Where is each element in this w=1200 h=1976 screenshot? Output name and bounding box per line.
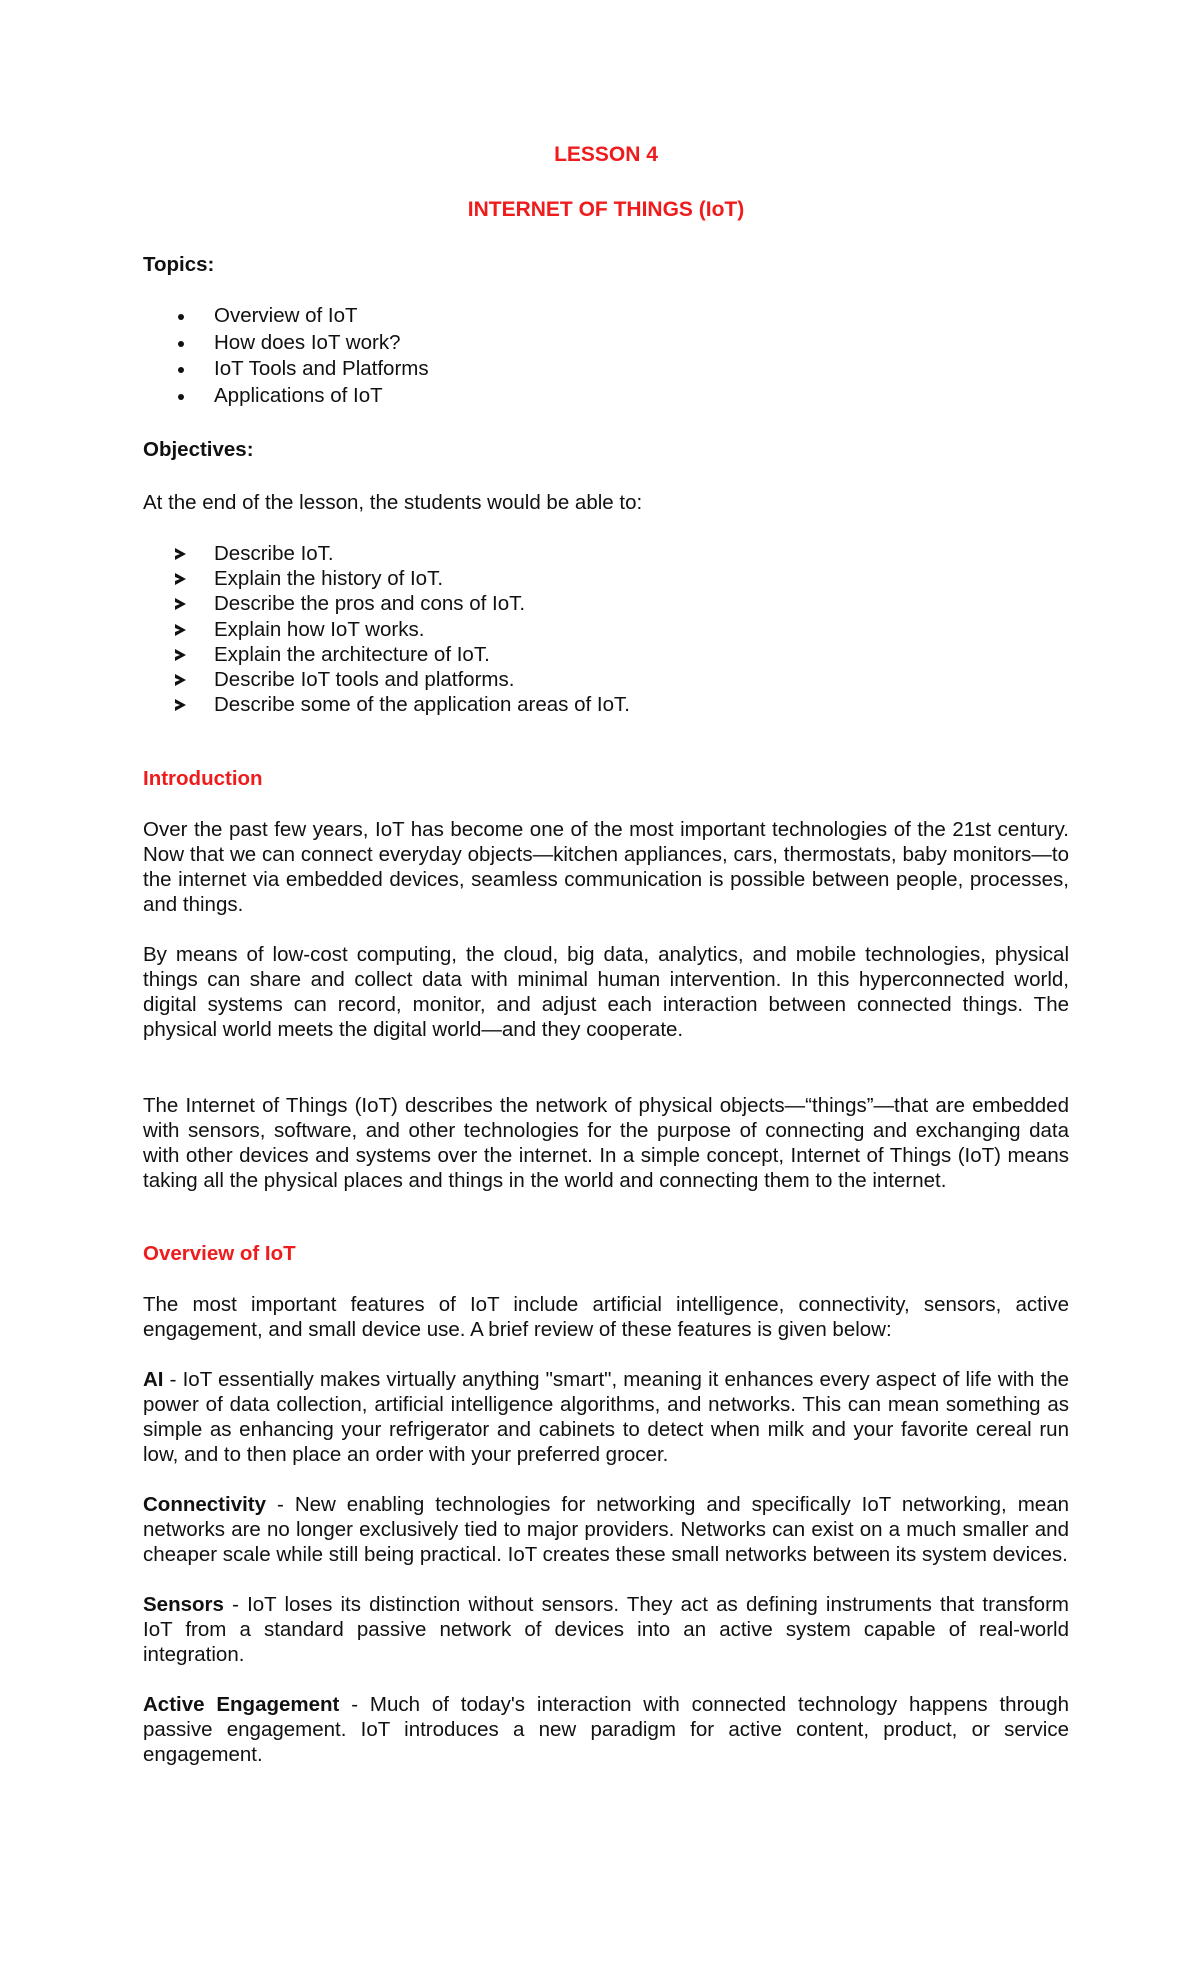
overview-intro: The most important features of IoT include artificial intelligence, connectivity, sensors, active engagement, and small device use. A brief review of these features is given below: (143, 1293, 1069, 1342)
topic-text: Applications of IoT (214, 383, 383, 407)
feature-term: Connectivity (143, 1493, 267, 1517)
feature-paragraph (143, 1592, 1069, 1667)
arrow-bullet-icon (175, 649, 186, 661)
feature-term: Active Engagement (143, 1693, 340, 1717)
objective-text: Explain the history of IoT. (214, 567, 444, 591)
topic-item (143, 330, 1069, 357)
topic-text: How does IoT work? (214, 330, 401, 354)
objective-text: Describe the pros and cons of IoT. (214, 592, 526, 616)
feature-description: - New enabling technologies for networking and specifically IoT networking, mean networks are no longer exclusively tied to major providers. Networks can exist on a much smaller and cheaper scale while still being practical. IoT creates these small networks between its system devices. (143, 1493, 1069, 1567)
objective-item (143, 541, 1069, 566)
objective-item (143, 617, 1069, 642)
bullet-icon (178, 341, 184, 347)
feature-paragraph (143, 1492, 1069, 1567)
feature-description: - Much of today's interaction with connected technology happens through passive engagement. IoT introduces a new paradigm for active content, product, or service engagement. (143, 1693, 1069, 1767)
bullet-icon (178, 367, 184, 373)
objective-text: Describe IoT tools and platforms. (214, 667, 515, 691)
objective-item (143, 642, 1069, 667)
introduction-paragraph: Over the past few years, IoT has become one of the most important technologies of the 21st century. Now that we can connect everyday objects—kitchen appliances, cars, thermostats, baby monitors—to the internet via embedded devices, seamless communication is possible between people, processes, and things. (143, 818, 1069, 917)
topic-item (143, 383, 1069, 410)
arrow-bullet-icon (175, 548, 186, 560)
objectives-list (143, 541, 1069, 717)
bullet-icon (178, 394, 184, 400)
introduction-paragraph: By means of low-cost computing, the cloud, big data, analytics, and mobile technologies, physical things can share and collect data with minimal human intervention. In this hyperconnected world, digital systems can record, monitor, and adjust each interaction between connected things. The physical world meets the digital world—and they cooperate. (143, 943, 1069, 1042)
overview-heading: Overview of IoT (143, 1242, 296, 1266)
arrow-bullet-icon (175, 674, 186, 686)
topic-item (143, 356, 1069, 383)
topic-text: IoT Tools and Platforms (214, 357, 429, 380)
arrow-bullet-icon (175, 573, 186, 585)
topic-item (143, 303, 1069, 330)
objective-text: Explain the architecture of IoT. (214, 642, 490, 666)
arrow-bullet-icon (175, 699, 186, 711)
feature-description: - IoT loses its distinction without sensors. They act as defining instruments that transform IoT from a standard passive network of devices into an active system capable of real-world integration. (143, 1593, 1069, 1667)
introduction-heading: Introduction (143, 767, 263, 791)
document-page (143, 142, 1069, 1767)
arrow-bullet-icon (175, 624, 186, 636)
bullet-icon (178, 314, 184, 320)
topics-list (143, 303, 1069, 409)
lesson-number: LESSON 4 (554, 143, 658, 166)
objective-item (143, 692, 1069, 717)
topic-text: Overview of IoT (214, 304, 358, 327)
feature-term: AI (143, 1368, 164, 1392)
lesson-title: INTERNET OF THINGS (IoT) (467, 198, 745, 221)
objectives-intro: At the end of the lesson, the students would be able to: (143, 491, 643, 514)
objective-item (143, 667, 1069, 692)
objective-item (143, 591, 1069, 616)
feature-paragraph (143, 1692, 1069, 1767)
objective-text: Describe IoT. (214, 542, 334, 565)
arrow-bullet-icon (175, 598, 186, 610)
introduction-paragraph: The Internet of Things (IoT) describes the network of physical objects—“things”—that are embedded with sensors, software, and other technologies for the purpose of connecting and exchanging data with other devices and systems over the internet. In a simple concept, Internet of Things (IoT) means taking all the physical places and things in the world and connecting them to the internet. (143, 1094, 1069, 1193)
objective-text: Describe some of the application areas of IoT. (214, 693, 630, 717)
topics-label: Topics: (143, 253, 215, 276)
objective-text: Explain how IoT works. (214, 617, 425, 641)
objectives-label: Objectives: (143, 438, 254, 461)
objective-item (143, 566, 1069, 591)
feature-term: Sensors (143, 1593, 224, 1617)
feature-description: - IoT essentially makes virtually anything "smart", meaning it enhances every aspect of life with the power of data collection, artificial intelligence algorithms, and networks. This can mean something as simple as enhancing your refrigerator and cabinets to detect when milk and your favorite cereal run low, and to then place an order with your preferred grocer. (143, 1368, 1069, 1467)
feature-paragraph (143, 1367, 1069, 1467)
